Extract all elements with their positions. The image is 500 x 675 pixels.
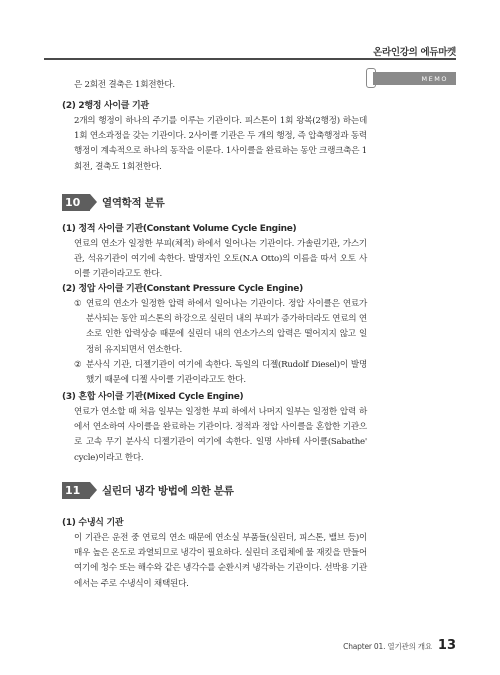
section-11-header: [62, 482, 234, 499]
two-stroke-heading: (2) 2행정 사이클 기관: [62, 101, 149, 111]
mixed-cycle-heading: (3) 혼합 사이클 기관(Mixed Cycle Engine): [62, 392, 244, 402]
list-marker: ②: [74, 359, 82, 370]
list-item-text: 분사식 기관, 디젤기관이 여기에 속한다. 독일의 디젤(Rudolf Diesel)이 발명했기 때문에 디젤 사이클 기관이라고도 한다.: [86, 359, 367, 386]
list-marker: ①: [74, 299, 82, 309]
constant-pressure-heading: (2) 정압 사이클 기관(Constant Pressure Cycle Engine): [62, 284, 303, 294]
two-stroke-text: 2개의 행정이 하나의 주기를 이루는 기관이다. 피스톤이 1회 왕복(2행정) 하는데 1회 연소과정을 갖는 기관이다. 2사이클 기관은 두 개의 행정, 즉 압축행정과 동력행정이 계속적으로 하나의 동작을 이룬다. 1사이클을 완료하는 동안 크랭크축은 1회전, 결축도 1회전한다.: [74, 116, 367, 172]
constant-volume-text: 연료의 연소가 일정한 부피(체적) 하에서 일어나는 기관이다. 가솔린기관, 가스기관, 석유기관이 여기에 속한다. 발명자인 오토(N.A Otto)의 이름을 따서 오토 사이클 기관이라고도 한다.: [74, 239, 367, 280]
memo-label: MEMO: [373, 72, 456, 85]
page-footer: [343, 638, 456, 653]
constant-volume-heading: (1) 정적 사이클 기관(Constant Volume Cycle Engine): [62, 224, 297, 234]
brand-logo: 온라인강의 에듀마켓: [373, 47, 456, 58]
section-number-badge: 11: [62, 482, 90, 499]
list-item: [62, 358, 367, 388]
water-cooled-heading: (1) 수냉식 기관: [62, 518, 124, 528]
section-title: 실린더 냉각 방법에 의한 분류: [102, 485, 234, 497]
section-10-header: [62, 194, 164, 211]
section-number-badge: 10: [62, 194, 90, 211]
mixed-cycle-text: 연료가 연소할 때 처음 일부는 일정한 부피 하에서 나머지 일부는 일정한 압력 하에서 연소하여 사이클을 완료하는 기관이다. 정적과 정압 사이클을 혼합한 기관으로 고속 무기 분사식 디젤기관이 여기에 속한다. 일명 사바테 사이클(Sabathe' cycle)이라고 한다.: [74, 407, 367, 463]
intro-line: 은 2회전 결축은 1회전한다.: [74, 80, 175, 90]
list-item: [62, 297, 367, 358]
section-title: 열역학적 분류: [102, 197, 165, 209]
page-number: 13: [437, 638, 456, 653]
list-item-text: 연료의 연소가 일정한 압력 하에서 일어나는 기관이다. 정압 사이클은 연료가 분사되는 동안 피스톤의 하강으로 실린더 내의 부피가 증가하더라도 연료의 연소로 인한 압력상승 때문에 실린더 내의 연소가스의 압력은 떨어지지 않고 일정히 유지되면서 연소한다.: [86, 299, 367, 355]
water-cooled-text: 이 기관은 운전 중 연료의 연소 때문에 연소실 부품들(실린더, 피스톤, 밸브 등)이 매우 높은 온도로 과열되므로 냉각이 필요하다. 실린더 조립체에 물 재킷을 만들어 여기에 청수 또는 해수와 같은 냉각수를 순환시켜 냉각하는 기관이다. 선박용 기관에서는 주로 수냉식이 채택된다.: [74, 533, 368, 589]
chapter-label: Chapter 01. 열기관의 개요: [343, 642, 432, 651]
header-rule: [44, 58, 456, 60]
